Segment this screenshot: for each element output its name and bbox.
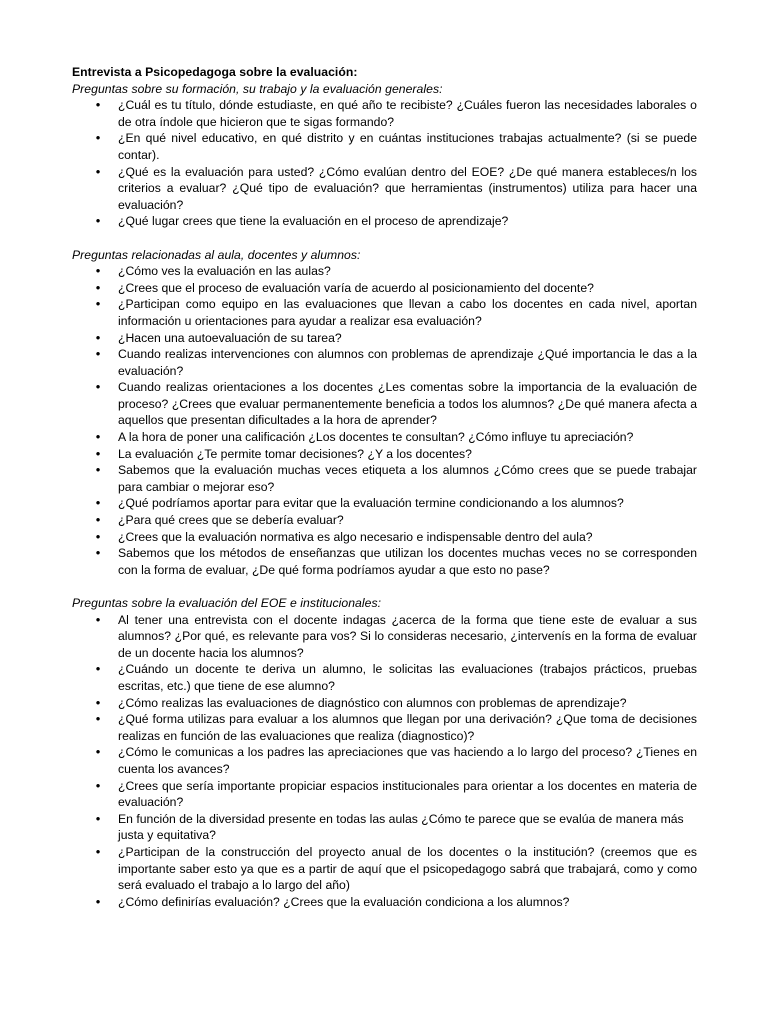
bullet-icon: •	[95, 213, 101, 229]
section-heading-eoe-institucionales: Preguntas sobre la evaluación del EOE e institucionales:	[72, 596, 382, 610]
question-text: A la hora de poner una calificación ¿Los docentes te consultan? ¿Cómo influye tu apreciación?	[118, 430, 634, 445]
question-text: ¿En qué nivel educativo, en qué distrito y en cuántas instituciones trabajas actualmente? (si se puede contar).	[118, 131, 697, 162]
section-heading-aula-docentes-alumnos: Preguntas relacionadas al aula, docentes y alumnos:	[72, 247, 361, 262]
question-text: ¿Crees que la evaluación normativa es algo necesario e indispensable dentro del aula?	[118, 529, 593, 544]
question-text: ¿Qué forma utilizas para evaluar a los alumnos que llegan por una derivación? ¿Que toma de decisiones realizas en función de las evaluaciones que realiza (diagnostico)?	[118, 712, 697, 743]
question-text: ¿Cómo realizas las evaluaciones de diagnóstico con alumnos con problemas de aprendizaje?	[118, 695, 627, 710]
question-text: Cuando realizas orientaciones a los docentes ¿Les comentas sobre la importancia de la evaluación de proceso? ¿Crees que evaluar permanentemente beneficia a todos los alumnos? ¿De qué manera afecta a aquellos que presentan dificultades a la hora de aprender?	[118, 380, 697, 428]
bullet-icon: •	[95, 462, 101, 478]
list-item	[72, 545, 697, 578]
section-heading-formacion: Preguntas sobre su formación, su trabajo y la evaluación generales:	[72, 81, 443, 96]
list-item	[72, 213, 697, 230]
bullet-icon: •	[95, 661, 101, 677]
list-item	[72, 811, 697, 844]
list-item	[72, 529, 697, 546]
question-text: ¿Crees que sería importante propiciar espacios institucionales para orientar a los docentes en materia de evaluación?	[118, 778, 697, 810]
bullet-icon: •	[95, 810, 101, 826]
bullet-icon: •	[95, 611, 101, 627]
list-item	[72, 263, 697, 280]
list-item	[72, 744, 697, 777]
question-text: ¿Participan de la construcción del proyecto anual de los docentes o la institución? (creemos que es importante saber esto ya que es a partir de aquí que el psicopedagogo sabrá que trabajará, como y como será evaluado el trabajo a lo largo del año)	[118, 844, 697, 893]
list-item	[72, 296, 697, 329]
bullet-icon: •	[95, 329, 101, 345]
question-text: ¿Crees que el proceso de evaluación varía de acuerdo al posicionamiento del docente?	[118, 280, 594, 295]
list-item	[72, 711, 697, 744]
list-item	[72, 495, 697, 512]
bullet-icon: •	[95, 445, 101, 461]
list-item	[72, 379, 697, 429]
bullet-icon: •	[95, 843, 101, 859]
bullet-icon: •	[95, 163, 101, 179]
bullet-icon: •	[95, 777, 101, 793]
bullet-icon: •	[95, 379, 101, 395]
question-text: ¿Qué podríamos aportar para evitar que la evaluación termine condicionando a los alumnos?	[118, 496, 624, 511]
bullet-icon: •	[95, 495, 101, 511]
question-text: ¿Qué es la evaluación para usted? ¿Cómo evalúan dentro del EOE? ¿De qué manera estableces/n los criterios a evaluar? ¿Qué tipo de evaluación? que herramientas (instrumentos) utiliza para hacer una evaluación?	[118, 164, 697, 212]
bullet-icon: •	[95, 528, 101, 544]
question-text: ¿Hacen una autoevaluación de su tarea?	[118, 330, 342, 345]
question-text: Sabemos que los métodos de enseñanzas que utilizan los docentes muchas veces no se corresponden con la forma de evaluar, ¿De qué forma podríamos ayudar a que esto no pase?	[118, 546, 697, 577]
bullet-icon: •	[95, 545, 101, 561]
list-item	[72, 446, 697, 463]
list-item	[72, 330, 697, 347]
bullet-icon: •	[95, 512, 101, 528]
question-text: ¿Cuál es tu título, dónde estudiaste, en qué año te recibiste? ¿Cuáles fueron las necesidades laborales o de otra índole que hicieron que te sigas formando?	[118, 98, 697, 129]
page-title: Entrevista a Psicopedagoga sobre la evaluación:	[72, 65, 358, 79]
list-item	[72, 346, 697, 379]
list-item	[72, 164, 697, 214]
question-text: ¿Cómo definirías evaluación? ¿Crees que la evaluación condiciona a los alumnos?	[118, 894, 570, 909]
question-text: ¿Cuándo un docente te deriva un alumno, le solicitas las evaluaciones (trabajos prácticos, pruebas escritas, etc.) que tiene de ese alumno?	[118, 662, 697, 693]
list-item	[72, 695, 697, 712]
bullet-icon: •	[95, 744, 101, 760]
bullet-icon: •	[95, 263, 101, 279]
list-item	[72, 97, 697, 130]
bullet-icon: •	[95, 429, 101, 445]
question-list-aula	[72, 263, 697, 578]
bullet-icon: •	[95, 296, 101, 312]
question-text: Al tener una entrevista con el docente indagas ¿acerca de la forma que tiene este de evaluar a sus alumnos? ¿Por qué, es relevante para vos? Si lo consideras necesario, ¿intervenís en la forma de evaluar de un docente hacia los alumnos?	[118, 612, 697, 660]
list-item	[72, 844, 697, 894]
list-item	[72, 462, 697, 495]
bullet-icon: •	[95, 97, 101, 113]
list-item	[72, 894, 697, 911]
question-text: ¿Qué lugar crees que tiene la evaluación en el proceso de aprendizaje?	[118, 214, 509, 229]
question-text: ¿Para qué crees que se debería evaluar?	[118, 513, 344, 528]
question-text: ¿Cómo le comunicas a los padres las apreciaciones que vas haciendo a lo largo del proceso? ¿Tienes en cuenta los avances?	[118, 745, 697, 776]
list-item	[72, 661, 697, 694]
question-text: ¿Participan como equipo en las evaluaciones que llevan a cabo los docentes en cada nivel, aportan información u orientaciones para ayudar a realizar esa evaluación?	[118, 297, 697, 328]
question-text: La evaluación ¿Te permite tomar decisiones? ¿Y a los docentes?	[118, 446, 472, 461]
bullet-icon: •	[95, 346, 101, 362]
list-item	[72, 130, 697, 163]
bullet-icon: •	[95, 694, 101, 710]
bullet-icon: •	[95, 130, 101, 146]
list-item	[72, 778, 697, 811]
bullet-icon: •	[95, 893, 101, 909]
question-list-eoe	[72, 612, 697, 911]
list-item	[72, 429, 697, 446]
list-item	[72, 612, 697, 662]
question-text: Cuando realizas intervenciones con alumnos con problemas de aprendizaje ¿Qué importancia le das a la evaluación?	[118, 347, 697, 378]
bullet-icon: •	[95, 279, 101, 295]
list-item	[72, 280, 697, 297]
bullet-icon: •	[95, 711, 101, 727]
question-text: Sabemos que la evaluación muchas veces etiqueta a los alumnos ¿Cómo crees que se puede trabajar para cambiar o mejorar eso?	[118, 463, 697, 494]
question-text: ¿Cómo ves la evaluación en las aulas?	[118, 264, 331, 279]
list-item	[72, 512, 697, 529]
question-list-formacion	[72, 97, 697, 230]
question-text: En función de la diversidad presente en todas las aulas ¿Cómo te parece que se evalúa de manera más justa y equitativa?	[118, 811, 684, 843]
